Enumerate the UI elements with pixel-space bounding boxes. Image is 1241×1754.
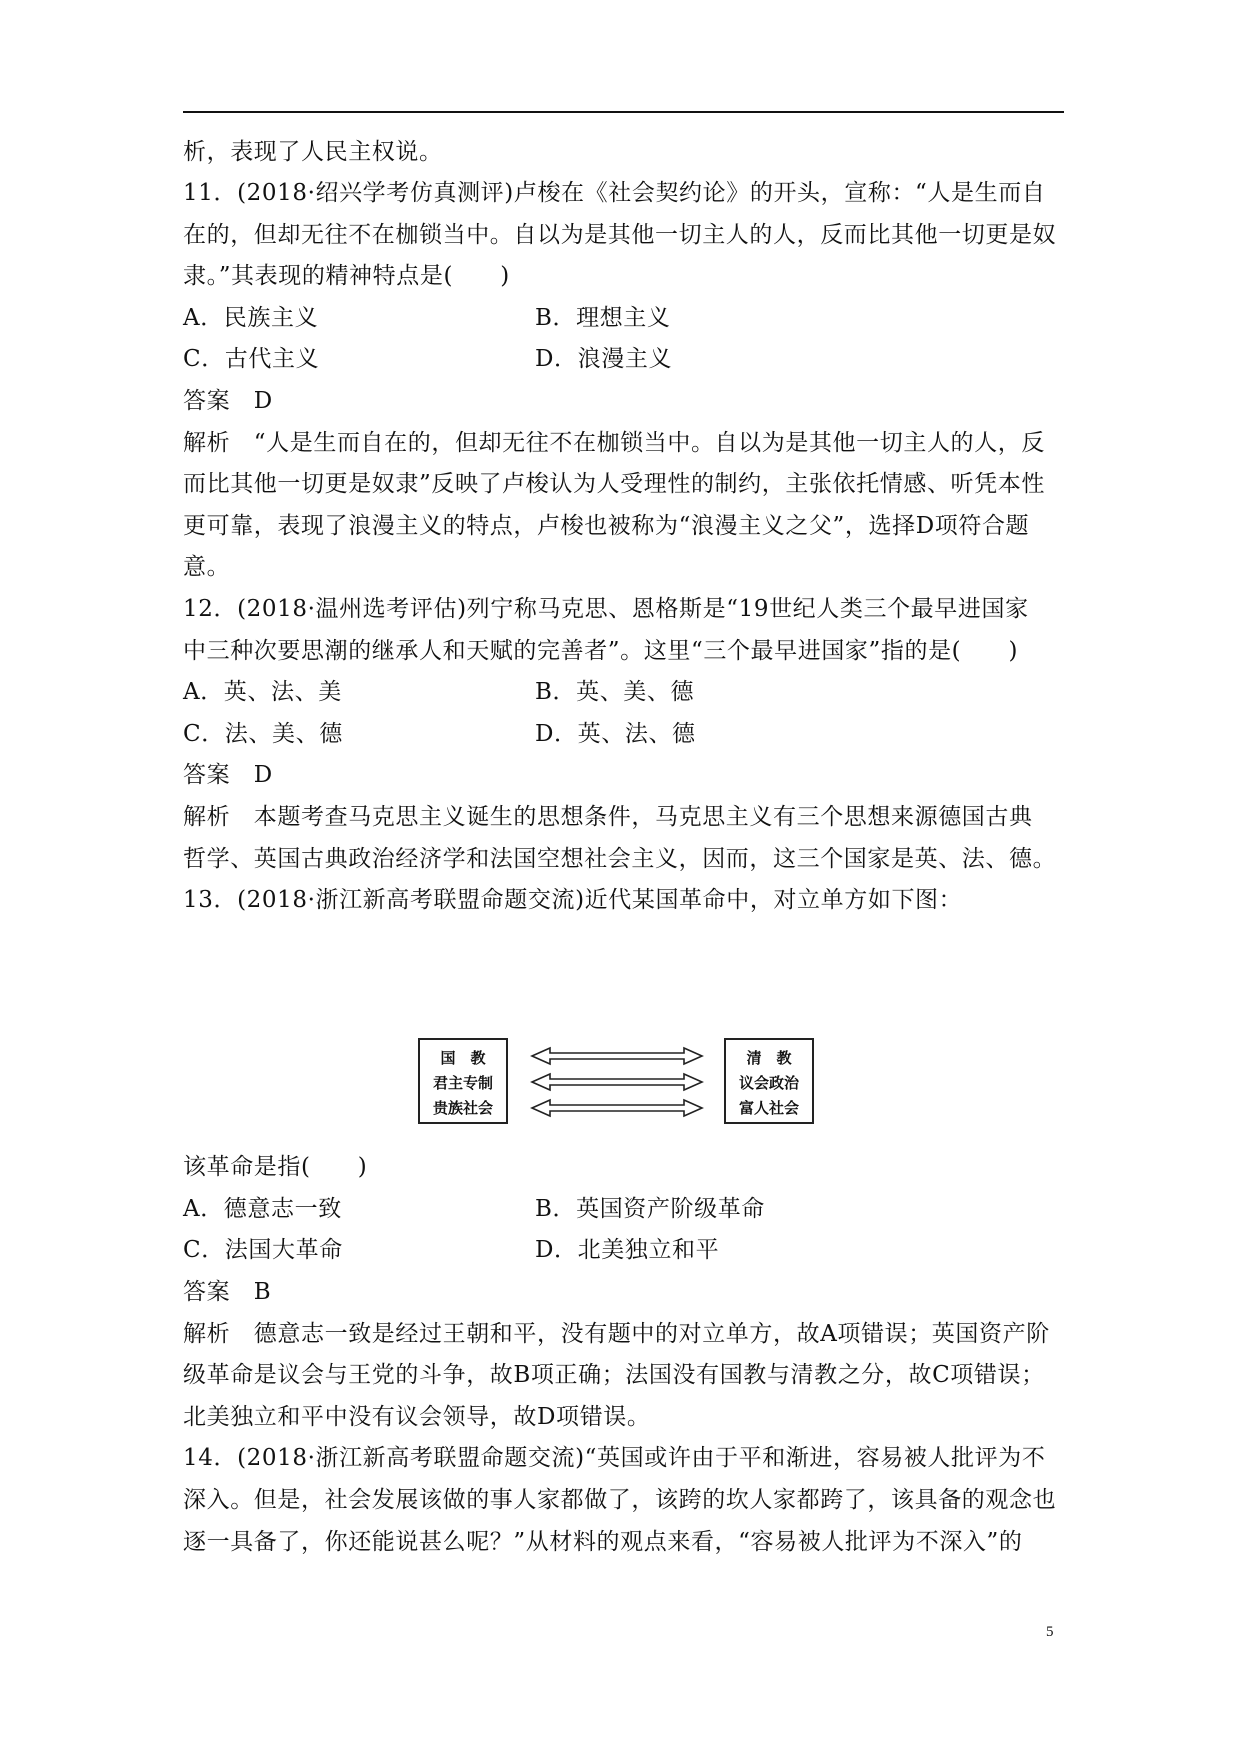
q11-analysis: 解析 “人是生而自在的，但却无往不在枷锁当中。自以为是其他一切主人的人，反 [183,430,1045,456]
question-11-stem: 11．(2018·绍兴学考仿真测评)卢梭在《社会契约论》的开头，宣称：“人是生而自 [183,180,1046,206]
text-line: 深入。但是，社会发展该做的事人家都做了，该跨的坎人家都跨了，该具备的观念也 [183,1487,1057,1513]
header-rule [183,111,1064,113]
left-box-line: 国 教 [440,1049,486,1067]
q12-answer: 答案 D [183,762,273,788]
question-12-stem: 12．(2018·温州选考评估)列宁称马克思、恩格斯是“19世纪人类三个最早进国家 [183,596,1029,622]
q13-option-c: C．法国大革命 [183,1237,343,1263]
question-13-stem: 13．(2018·浙江新高考联盟命题交流)近代某国革命中，对立单方如下图： [183,887,963,913]
q11-option-d: D．浪漫主义 [535,346,673,372]
text-line: 中三种次要思潮的继承人和天赋的完善者”。这里“三个最早进国家”指的是( ) [183,638,1019,664]
text-line: 隶。”其表现的精神特点是( ) [183,263,510,289]
double-arrows-icon [530,1044,704,1120]
q13-option-b: B．英国资产阶级革命 [535,1196,765,1222]
question-14-stem: 14．(2018·浙江新高考联盟命题交流)“英国或许由于平和渐进，容易被人批评为不 [183,1445,1046,1471]
q12-option-c: C．法、美、德 [183,721,343,747]
right-box-line: 清 教 [746,1049,792,1067]
left-box-line: 君主专制 [432,1074,493,1092]
text-line: 在的，但却无往不在枷锁当中。自以为是其他一切主人的人，反而比其他一切更是奴 [183,222,1057,248]
text-line: 哲学、英国古典政治经济学和法国空想社会主义，因而，这三个国家是英、法、德。 [183,846,1057,872]
q11-option-c: C．古代主义 [183,346,320,372]
left-box [418,1038,508,1124]
q13-answer: 答案 B [183,1279,272,1305]
text-line: 级革命是议会与王党的斗争，故B项正确；法国没有国教与清教之分，故C项错误； [183,1362,1045,1388]
q11-option-a: A．民族主义 [183,305,319,331]
q12-option-d: D．英、法、德 [535,721,696,747]
opposition-diagram [418,1038,818,1132]
text-line: 析，表现了人民主权说。 [183,139,443,165]
q13-option-d: D．北美独立和平 [535,1237,720,1263]
right-box [724,1038,814,1124]
text-line: 该革命是指( ) [183,1154,368,1180]
text-line: 意。 [183,554,231,580]
text-line: 北美独立和平中没有议会领导，故D项错误。 [183,1404,651,1430]
text-line: 逐一具备了，你还能说甚么呢？”从材料的观点来看，“容易被人批评为不深入”的 [183,1529,1023,1555]
left-box-line: 贵族社会 [432,1099,493,1117]
page-number: 5 [1046,1624,1054,1640]
right-box-line: 富人社会 [738,1099,799,1117]
right-box-line: 议会政治 [738,1074,799,1092]
text-line: 而比其他一切更是奴隶”反映了卢梭认为人受理性的制约，主张依托情感、听凭本性 [183,471,1045,497]
q11-answer: 答案 D [183,388,273,414]
q12-option-b: B．英、美、德 [535,679,695,705]
text-line: 更可靠，表现了浪漫主义的特点，卢梭也被称为“浪漫主义之父”，选择D项符合题 [183,513,1030,539]
q11-option-b: B．理想主义 [535,305,671,331]
q12-option-a: A．英、法、美 [183,679,342,705]
q13-analysis: 解析 德意志一致是经过王朝和平，没有题中的对立单方，故A项错误；英国资产阶 [183,1321,1050,1347]
q13-option-a: A．德意志一致 [183,1196,342,1222]
q12-analysis: 解析 本题考查马克思主义诞生的思想条件，马克思主义有三个思想来源德国古典 [183,804,1033,830]
